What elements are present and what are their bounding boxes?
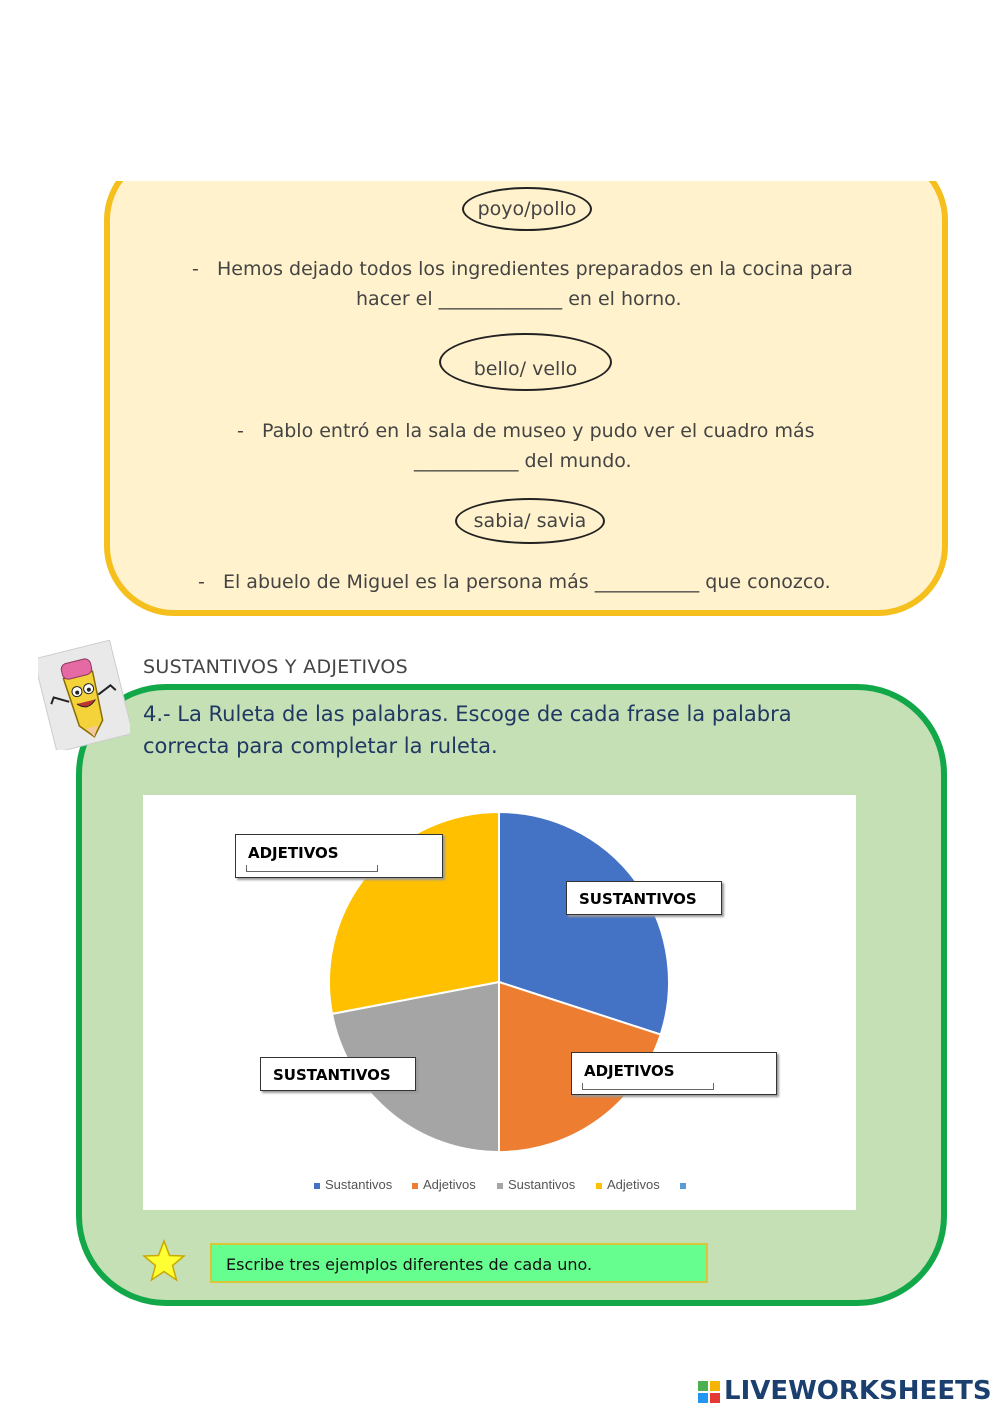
word-option-oval	[462, 187, 592, 231]
legend-entry: Adjetivos	[596, 1177, 660, 1192]
word-option: sabia/ savia	[473, 510, 587, 532]
word-option: poyo/pollo	[477, 198, 577, 220]
callout-label[interactable]: SUSTANTIVOS	[260, 1057, 416, 1091]
legend-swatch	[497, 1183, 503, 1189]
brand-name[interactable]: LIVEWORKSHEETS	[724, 1376, 992, 1406]
legend-swatch	[412, 1183, 418, 1189]
sentence-1-line-1: - Hemos dejado todos los ingredientes preparados en la cocina para	[192, 258, 853, 280]
star-icon	[142, 1239, 186, 1283]
instruction-line-1: 4.- La Ruleta de las palabras. Escoge de cada frase la palabra	[143, 702, 792, 726]
callout-label[interactable]: ADJETIVOS	[571, 1052, 777, 1095]
word-option: bello/ vello	[473, 358, 578, 380]
instruction-line-2: correcta para completar la ruleta.	[143, 734, 498, 758]
pencil-mascot-icon	[38, 640, 130, 750]
section-title: SUSTANTIVOS Y ADJETIVOS	[143, 656, 408, 678]
legend-entry: Adjetivos	[412, 1177, 476, 1192]
sentence-2-line-1: - Pablo entró en la sala de museo y pudo ver el cuadro más	[237, 420, 815, 442]
sentence-3: - El abuelo de Miguel es la persona más ___________ que conozco.	[198, 571, 831, 593]
legend-entry	[680, 1177, 691, 1192]
legend-swatch	[314, 1183, 320, 1189]
sentence-1-line-2: hacer el _____________ en el horno.	[356, 288, 682, 310]
page-top-margin	[0, 0, 1000, 181]
legend-swatch	[596, 1183, 602, 1189]
legend-entry: Sustantivos	[497, 1177, 575, 1192]
legend-entry: Sustantivos	[314, 1177, 392, 1192]
callout-label[interactable]: ADJETIVOS	[235, 834, 443, 878]
callout-label[interactable]: SUSTANTIVOS	[566, 881, 722, 915]
word-option-oval	[439, 333, 612, 391]
word-option-oval	[455, 498, 605, 544]
liveworksheets-logo-icon	[698, 1381, 720, 1403]
legend-swatch	[680, 1183, 686, 1189]
sentence-2-line-2: ___________ del mundo.	[414, 450, 632, 472]
task-instruction: Escribe tres ejemplos diferentes de cada uno.	[210, 1243, 708, 1283]
